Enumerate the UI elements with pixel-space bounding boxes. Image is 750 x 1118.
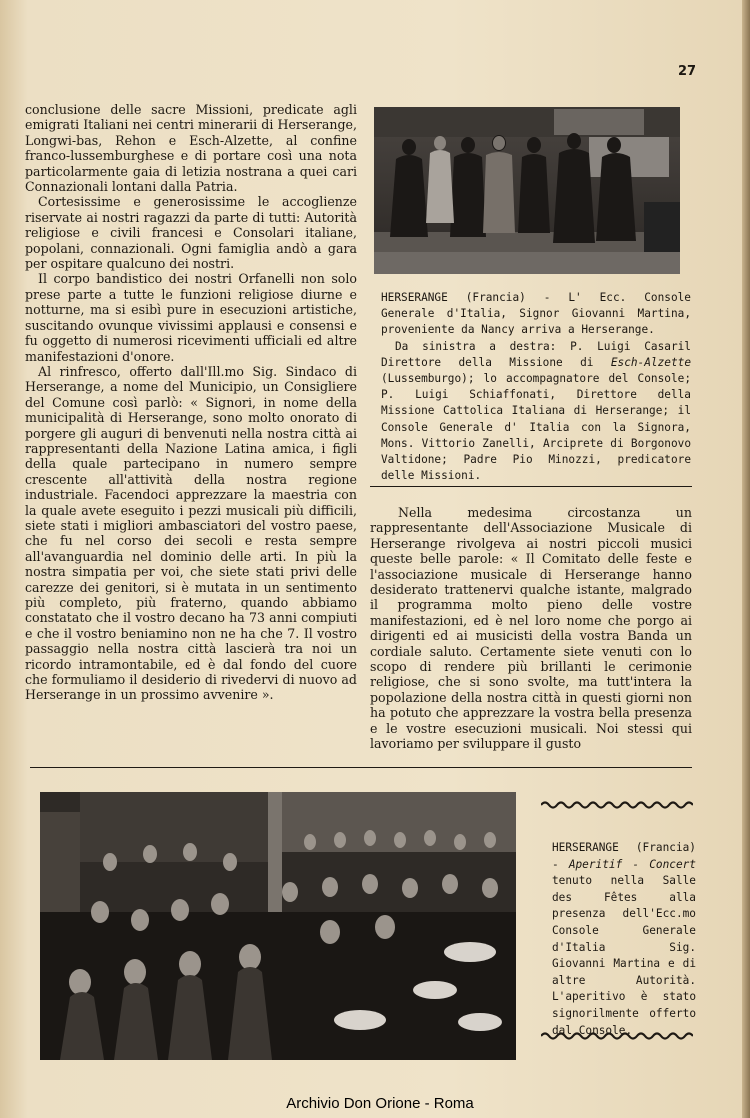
caption-place-name: Esch-Alzette [610,355,691,369]
page-spine-shadow [742,0,750,1118]
decorative-border-top [541,800,693,810]
archive-watermark: Archivio Don Orione - Roma [286,1095,474,1112]
caption-heading: HERSERANGE (Francia) - L' Ecc. Console Generale d'Italia, Signor Giovanni Martina, proveniente da Nancy arriva a Herserange. [381,291,691,337]
article-left-column [25,102,357,703]
caption-body-text-end: (Lussemburgo); lo accompagnatore del Console; P. Luigi Schiaffonati, Direttore della Missione Cattolica Italiana di Herserange; il Console Generale d' Italia con la Signora, Mons. Vittorio Zanelli, Arciprete di Borgonovo Valtidone; Padre Pio Minozzi, predicatore delle Missioni. [381,372,691,483]
caption-text [552,840,696,1039]
photo-concert-audience [40,792,516,1060]
article-paragraph: Nella medesima circostanza un rappresentante dell'Associazione Musicale di Herserange rivolgeva ai nostri piccoli musici queste belle parole: « Il Comitato delle feste e l'associazione musicale di Herserange hanno desiderato trattenervi qualche istante, malgrado il programma molto pieno delle vostre manifestazioni, ed è nel loro nome che porgo ai dirigenti ed ai musicisti della vostra Banda un cordiale saluto. Certamente siete venuti con lo scopo di rendere più brillanti le cerimonie religiose, che si sono svolte, ma tutt'intera la popolazione della nostra città in questi giorni non ha potuto che apprezzare la vostra bella presenza e le vostre esecuzioni musicali. Noi stessi qui lavoriamo per sviluppare il gusto [370,505,692,752]
photo-consul-arrival-caption [381,290,691,484]
page-divider [30,767,692,768]
page-number: 27 [678,64,697,79]
article-paragraph: Al rinfresco, offerto dall'Ill.mo Sig. Sindaco di Herserange, a nome del Municipio, un Consigliere del Comune così parlò: « Signori, in nome della municipalità di Herserange, sono molto onorato di porgere gli auguri di benvenuti nella nostra città ai rappresentanti della Nazione Latina amica, i figli della quale partecipano in numero sempre crescente all'attività della nostra regione industriale. Facendoci apprezzare la maestria con la quale avete eseguito i pezzi musicali più difficili, siete stati i migliori ambasciatori del vostro paese, che fu nel corso dei secoli e resta sempre all'avanguardia nel dominio delle arti. In più la nostra simpatia per voi, che siete stati privi delle carezze dei genitori, si è mutata in un sentimento più completo, più fraterno, quando abbiamo constatato che il vostro decano ha 73 anni compiuti e che il vostro beniamino non ne ha che 7. Il vostro passaggio nella nostra città lascierà tra noi un ricordo intramontabile, ed è dal fondo del cuore che formuliamo il desiderio di rivedervi di nuovo ad Herserange in un prossimo avvenire ». [25,363,357,703]
decorative-border-bottom [541,1031,693,1041]
caption-event-name: Aperitif - Concert [568,857,696,871]
section-divider [370,486,692,487]
caption-body: tenuto nella Salle des Fêtes alla presenza dell'Ecc.mo Console Generale d'Italia Sig. Giovanni Martina e di altre Autorità. L'aperitivo è stato signorilmente offerto dal Console. [552,874,696,1037]
article-paragraph: Il corpo bandistico dei nostri Orfanelli non solo prese parte a tutte le funzioni religiose diurne e notturne, ma si esibì pure in esecuzioni artistiche, suscitando ovunque vivissimi applausi e consensi e fu oggetto di numerosi ricevimenti ufficiali ed altre manifestazioni d'onore. [25,271,357,364]
article-right-column [370,505,692,752]
photo-consul-arrival [374,107,680,274]
article-paragraph: conclusione delle sacre Missioni, predicate agli emigrati Italiani nei centri minerarii di Herserange, Longwi-bas, Rehon e Esch-Alzette, al confine franco-lussemburghese e di portare così una nota particolarmente gaia di letizia nostrana a quei cari Connazionali lontani dalla Patria. [25,102,357,195]
caption-body-text: Da sinistra a destra: P. Luigi Casaril Direttore della Missione di [381,339,691,369]
photo-consul-arrival-image [374,107,680,274]
caption-lead: HERSERANGE (Francia) - [552,841,696,871]
photo-concert-caption [552,840,696,1039]
caption-body [381,339,691,485]
photo-concert-audience-image [40,792,516,1060]
article-paragraph: Cortesissime e generosissime le accoglienze riservate ai nostri ragazzi da parte di tutti: Autorità religiose e civili francesi e Consolari italiane, popolani, connazionali. Ogni famiglia andò a gara per ospitare qualcuno dei nostri. [25,194,357,272]
